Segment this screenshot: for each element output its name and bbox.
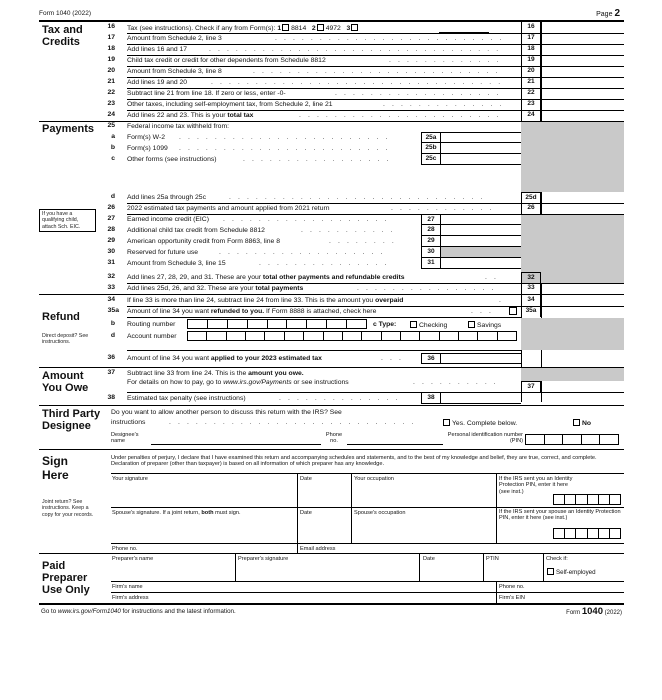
line-22-amount[interactable]: [541, 88, 624, 99]
line-36: 36 Amount of line 34 you want applied to your 2023 estimated tax . . . 36: [39, 353, 624, 364]
line-30: 30 Reserved for future use . . . . . . . . . . . . . . . . . . . 30: [39, 247, 624, 258]
tax-and-credits-heading: Tax and Credits: [42, 24, 83, 48]
line-17-amount[interactable]: [541, 33, 624, 44]
firm-phone-label: Phone no.: [499, 584, 525, 590]
account-number-input[interactable]: [187, 331, 517, 341]
ptin-label: PTIN: [486, 556, 499, 562]
spouse-signature-label: Spouse's signature. If a joint return, both must sign.: [112, 510, 241, 516]
line-21-amount[interactable]: [541, 77, 624, 88]
line-37-amount[interactable]: [541, 381, 624, 392]
line-17: 17 Amount from Schedule 2, line 3 . . . . . . . . . . . . . . . . . . . . . . . . . . 17: [39, 33, 624, 44]
line-24: 24 Add lines 22 and 23. This is your total tax . . . . . . . . . . . . . . . . . . . . . . . 24: [39, 110, 624, 121]
spouse-date-label: Date: [300, 510, 312, 516]
form-id: Form 1040 (2022): [39, 10, 92, 17]
line-20: 20 Amount from Schedule 3, line 8 . . . . . . . . . . . . . . . . . . . . . . . . . . . . 20: [39, 66, 624, 77]
designee-pin-label: Personal identification number (PIN): [447, 432, 523, 445]
line-38-amount[interactable]: [441, 393, 521, 404]
check-if-label: Check if:: [546, 556, 568, 562]
line-35b: b Routing number c Type: Checking Savings: [110, 320, 502, 329]
form-other-checkbox[interactable]: [351, 24, 358, 31]
line-38: 38 Estimated tax penalty (see instructions) . . . . . . . . . . . . . . 38: [39, 393, 624, 404]
line-28: 28 Additional child tax credit from Schedule 8812 . . . . . . . . . . . 28: [39, 225, 624, 236]
line-16: 16 Tax (see instructions). Check if any from Form(s): 1 8814 2 4972 3 16: [39, 22, 624, 33]
self-employed-option[interactable]: Self-employed: [546, 568, 596, 576]
page-number: Page 2: [596, 8, 620, 19]
line-30-amount: [441, 247, 521, 258]
designee-question-2: instructions: [111, 419, 146, 426]
ip-pin-spouse-label: If the IRS sent your spouse an Identity Protection PIN, enter it here (see inst.): [499, 509, 621, 522]
spouse-occupation-label: Spouse's occupation: [354, 510, 406, 516]
designee-name-label: Designee's name: [111, 432, 139, 445]
line-37: 37 Subtract line 33 from line 24. This is the amount you owe. For details on how to pay, go to www.irs.gov/Payments or see instructions . . . . . . . . . . 37: [39, 368, 624, 392]
email-label: Email address: [300, 546, 336, 552]
your-occupation-label: Your occupation: [354, 476, 394, 482]
designee-phone-input[interactable]: [347, 444, 443, 445]
ip-pin-you-label: If the IRS sent you an Identity Protection PIN, enter it here (see inst.): [499, 476, 573, 495]
firm-address-label: Firm's address: [112, 595, 149, 601]
your-signature-label: Your signature: [112, 476, 148, 482]
line-23: 23 Other taxes, including self-employment tax, from Schedule 2, line 21 . . . . . . . . . . . . . . 23: [39, 99, 624, 110]
line-25c-amount[interactable]: [441, 154, 521, 165]
perjury-statement: Under penalties of perjury, I declare that I have examined this return and accompanying schedules and statements, and to the best of my knowledge and belief, they are true, correct, and complete. Declaration of preparer (other than taxpayer) is based on all information of which preparer has any knowledge.: [111, 455, 597, 468]
line-36-amount[interactable]: [441, 353, 521, 364]
line-26: 26 2022 estimated tax payments and amount applied from 2021 return . . . . . . . . . . . . 26: [39, 203, 624, 214]
line-25b-amount[interactable]: [441, 143, 521, 154]
line-31-amount[interactable]: [441, 258, 521, 269]
line-33: 33 Add lines 25d, 26, and 32. These are your total payments . . . . . . . . . . . . . . . . 33: [39, 283, 624, 294]
preparer-date-label: Date: [423, 556, 435, 562]
line-28-amount[interactable]: [441, 225, 521, 236]
line-32: 32 Add lines 27, 28, 29, and 31. These are your total other payments and refundable credits . . 32: [39, 272, 624, 283]
paid-preparer-heading: Paid Preparer Use Only: [42, 560, 90, 596]
line-16-amount[interactable]: [541, 22, 624, 33]
line-20-amount[interactable]: [541, 66, 624, 77]
sign-here-side-note: Joint return? See instructions. Keep a copy for your records.: [42, 499, 94, 518]
designee-yes-checkbox[interactable]: [443, 419, 450, 426]
form-4972-checkbox[interactable]: [317, 24, 324, 31]
firm-ein-label: Firm's EIN: [499, 595, 525, 601]
line-22: 22 Subtract line 21 from line 18. If zero or less, enter -0- . . . . . . . . . . . . . . . . . . . 22: [39, 88, 624, 99]
form-1040-page-2: Form 1040 (2022) Page 2 Tax and Credits 16 Tax (see instructions). Check if any from Form(s): 1 8814 2 4972 3 16 17 Amount from Schedule 2, line 3 . . . . . . . . . . . . . . . . . . . . . . . . . . 17 18 Add lines 16 and 17 . . . . . . . . . . . . . . . . . . . . . . . . . . . . . . . . . 18 19 Child tax credit or credit for other dependents from Schedule 8812 . . . . . . . . . . . . . 19 20 Amount from Schedule 3, line 8 . . . . . . . . . . . . . . . . . . . . . . . . . . . . 20 21 Add lines 19 and 20 . . . . . . . . . . . . . . . . . . . . . . . . . . . . . . . . . 21 22 Subtract line 21 from line 18. If zero or less, enter -0- . . . . . . . . . . . . . . . . . . . 22 23 Other taxes, including self-employment tax, from Schedule 2, line 21 . . . . . . . . . . . . . . 23 24 Add lines 22 and 23. This is your total tax . . . . . . . . . . . . . . . . . . . . . . . 24 Payments If you have a qualifying child, attach Sch. EIC. 25 Federal income tax withheld from: a Form(s) W-2 . . . . . . . . . . . . . . . . . . . . . . . . 25a b Form(s) 1099 . . . . . . . . . . . . . . . . . . . . . . . . 25b c Other forms (see instructions) . . . . . . . . . . . . . . . . . 25c d Add lines 25a through 25c . . . . . . . . . . . . . . . . . . . . . . . . . . . . . 25d 26 2022 estimated tax payments and amount applied from 2021 return . . . . . . . . . . . . 26 27 Earned income credit (EIC) . . . . . . . . . . . . . . . . . . . 27 28 Additional child tax credit from Schedule 8812 . . . . . . . . . . . 28 29 American opportunity credit from Form 8863, line 8 . . . . . . . . 29 30 Reserved for future use . . . . . . . . . . . . . . . . . . . 30 31 Amount from Schedule 3, line 15 . . . . . . . . . . . . . . . 31 32 Add lines 27, 28, 29, and 31. These are your total other payments and refundable credits . . 32 33 Add lines 25d, 26, and 32. These are your total payments . . . . . . . . . . . . . . . . 33 Refund Direct deposit? See instructions. 34 If line 33 is more than line 24, subtract line 24 from line 33. This is the amount you overpaid . 34 35a Amount of line 34 you want refunded to you. If Form 8888 is attached, check here . . . 35a b Routing number c Type: Checking Savings d Account number 36 Amount of line 34 you want applied to your 2023 estimated tax . . . 36 Amount You Owe 37 Subtract line 33 from line 24. This is the amount you owe. For details on how to pay, go to www.irs.gov/Payments or see instructions . . . . . . . . . . 37 38 Estimated tax penalty (see instructions) . . . . . . . . . . . . . . 38 Third Party Designee Do you want to allow another person to discuss this return with the IRS? See instructions . . . . . . . . . . . . . . . . . . . . . . . . . . . . Yes. Complete below. No Designee's name Phone no. Personal identification number (PIN) Sign Here Joint return? See instructions. Keep a copy for your records. Under penalties of perjury, I declare that I have examined this return and accompanying schedules and statements, and to the best of my knowledge and belief, they are true, correct, and complete. Declaration of preparer (other than taxpayer) is based on all information of which preparer has any knowledge. Your signature Date Your occupation If the IRS sent you an Identity Protection PIN, enter it here (see inst.) Spouse's signature. If a joint return, both must sign. Date Spouse's occupation If the IRS sent your spouse an Identity Protection PIN, enter it here (see inst.) Phone no. Email address Paid Preparer Use Only Preparer's name Preparer's signature Date PTIN Check if: Self-employed Firm's name Phone no. Firm's address Firm's EIN Go to www.irs.gov/Form1040 for instructions and the latest information. Form 1040 (2022): [39, 8, 622, 617]
line-34: 34 If line 33 is more than line 24, subtract line 24 from line 33. This is the amount you overpaid . 34: [39, 295, 624, 306]
line-25: 25 Federal income tax withheld from:: [107, 122, 229, 130]
line-25a-amount[interactable]: [441, 132, 521, 143]
refund-heading: Refund: [42, 311, 80, 323]
line-25d-amount[interactable]: [541, 192, 624, 203]
line-25d: d Add lines 25a through 25c . . . . . . . . . . . . . . . . . . . . . . . . . . . . . 25d: [39, 192, 624, 203]
line-21: 21 Add lines 19 and 20 . . . . . . . . . . . . . . . . . . . . . . . . . . . . . . . . . 21: [39, 77, 624, 88]
third-party-designee-heading: Third Party Designee: [42, 408, 101, 432]
form-8888-checkbox[interactable]: [509, 307, 517, 315]
line-35d: d Account number: [39, 331, 624, 342]
refund-side-note: Direct deposit? See instructions.: [42, 333, 89, 346]
line-27-amount[interactable]: [441, 214, 521, 225]
preparer-name-label: Preparer's name: [112, 556, 154, 562]
line-26-amount[interactable]: [541, 203, 624, 214]
line-25a: a Form(s) W-2 . . . . . . . . . . . . . . . . . . . . . . . . 25a: [39, 132, 624, 143]
line-35a: 35a Amount of line 34 you want refunded to you. If Form 8888 is attached, check here . . . 35a: [39, 306, 624, 317]
designee-pin-input[interactable]: [525, 434, 619, 445]
footer-instructions: Go to www.irs.gov/Form1040 for instructions and the latest information.: [41, 608, 236, 615]
sign-here-heading: Sign Here: [42, 454, 69, 482]
line-25c: c Other forms (see instructions) . . . . . . . . . . . . . . . . . 25c: [39, 154, 624, 165]
line-33-amount[interactable]: [541, 283, 624, 294]
line-35a-amount[interactable]: [541, 306, 624, 317]
ip-pin-spouse-input[interactable]: [553, 528, 621, 539]
designee-name-input[interactable]: [151, 444, 321, 445]
designee-yes-option[interactable]: Yes. Complete below.: [442, 419, 517, 428]
designee-no-checkbox[interactable]: [573, 419, 580, 426]
line-24-amount[interactable]: [541, 110, 624, 121]
ip-pin-you-input[interactable]: [553, 494, 621, 505]
savings-checkbox[interactable]: [468, 321, 475, 328]
line-19-amount[interactable]: [541, 55, 624, 66]
line-23-amount[interactable]: [541, 99, 624, 110]
line-32-amount[interactable]: [541, 272, 624, 283]
your-date-label: Date: [300, 476, 312, 482]
designee-phone-label: Phone no.: [325, 432, 343, 445]
self-employed-checkbox[interactable]: [547, 568, 554, 575]
payments-side-note: If you have a qualifying child, attach Sch. EIC.: [39, 209, 96, 232]
line-29-amount[interactable]: [441, 236, 521, 247]
line-18-amount[interactable]: [541, 44, 624, 55]
line-31: 31 Amount from Schedule 3, line 15 . . . . . . . . . . . . . . . 31: [39, 258, 624, 269]
designee-no-option[interactable]: No: [572, 419, 591, 428]
firm-name-label: Firm's name: [112, 584, 143, 590]
line-19: 19 Child tax credit or credit for other dependents from Schedule 8812 . . . . . . . . . . . . . 19: [39, 55, 624, 66]
line-25b: b Form(s) 1099 . . . . . . . . . . . . . . . . . . . . . . . . 25b: [39, 143, 624, 154]
payments-heading: Payments: [42, 123, 94, 135]
designee-question: Do you want to allow another person to discuss this return with the IRS? See: [111, 409, 342, 416]
line-34-amount[interactable]: [541, 295, 624, 306]
preparer-signature-label: Preparer's signature: [238, 556, 289, 562]
line-27: 27 Earned income credit (EIC) . . . . . . . . . . . . . . . . . . . 27: [39, 214, 624, 225]
amount-you-owe-heading: Amount You Owe: [42, 370, 89, 394]
checking-checkbox[interactable]: [410, 321, 417, 328]
line-29: 29 American opportunity credit from Form 8863, line 8 . . . . . . . . 29: [39, 236, 624, 247]
form-8814-checkbox[interactable]: [282, 24, 289, 31]
footer-form-id: Form 1040 (2022): [566, 606, 622, 617]
line-18: 18 Add lines 16 and 17 . . . . . . . . . . . . . . . . . . . . . . . . . . . . . . . . . 18: [39, 44, 624, 55]
routing-number-input[interactable]: [187, 319, 367, 329]
phone-label: Phone no.: [112, 546, 138, 552]
